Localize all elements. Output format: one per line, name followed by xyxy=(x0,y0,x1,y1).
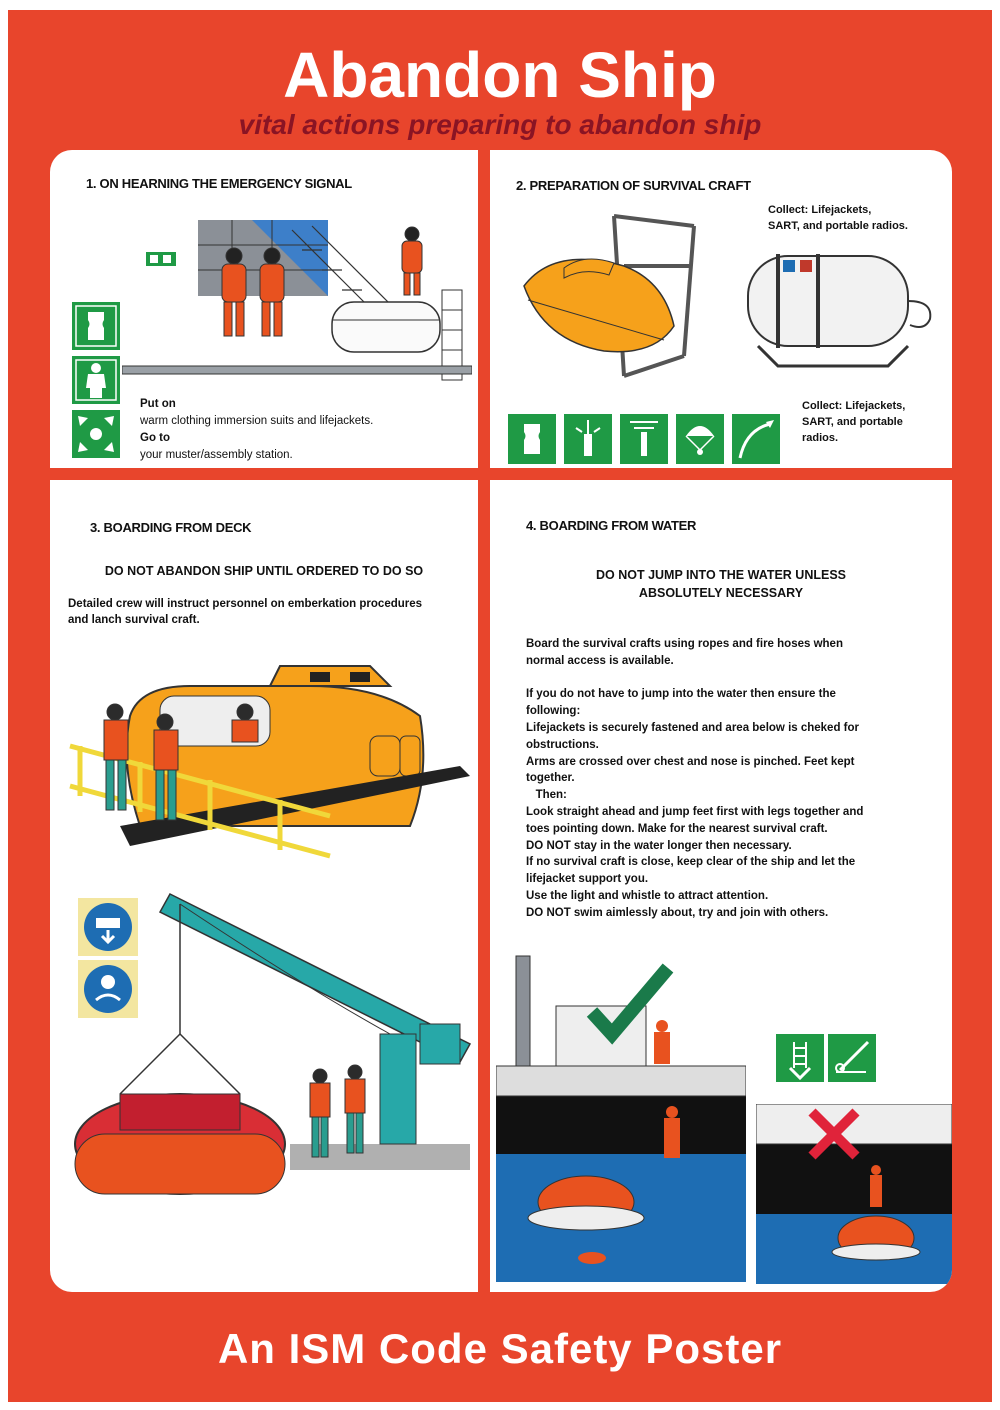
panel1-text: Put on warm clothing immersion suits and lifejackets. Go to your muster/assembly station. xyxy=(140,398,374,461)
panel2-note-top: Collect: Lifejackets, SART, and portable radios. xyxy=(768,204,908,232)
panel1-heading: 1. ON HEARNING THE EMERGENCY SIGNAL xyxy=(86,176,352,191)
lifeboat-boarding-illustration xyxy=(60,656,470,886)
rescue-hook-sign-icon xyxy=(828,1034,876,1082)
liferaft-container-illustration xyxy=(738,246,938,376)
water-boarding-wrong-illustration xyxy=(756,1104,952,1284)
muster-scene-illustration xyxy=(122,220,472,390)
panel2-heading: 2. PREPARATION OF SURVIVAL CRAFT xyxy=(516,178,751,193)
sart-sign-icon xyxy=(620,414,668,464)
panel4-instructions: Board the survival crafts using ropes and fire hoses when normal access is available. If you do not have to jump into the water then ensure the following: Lifejackets is securely fastened and area below is cheked for obstructions. Arms are crossed over chest and nose is pinched. Feet kept together. Then: Look straight ahead and jump feet first with legs together and toes pointing down. Make for the nearest survival craft. DO NOT stay in the water longer then necessary. If no survival craft is close, keep clear of the ship and let the lifejacket support you. Use the light and whistle to attract attention. DO NOT swim aimlessly about, try and join with others. xyxy=(526,638,864,919)
panel3-warning: DO NOT ABANDON SHIP UNTIL ORDERED TO DO SO xyxy=(104,564,424,578)
poster xyxy=(8,10,992,1402)
poster-title: Abandon Ship xyxy=(283,39,717,111)
poster-footer: An ISM Code Safety Poster xyxy=(217,1325,783,1372)
epirb-sign-icon xyxy=(564,414,612,464)
panel3-heading: 3. BOARDING FROM DECK xyxy=(90,520,252,535)
panel-boarding-from-deck xyxy=(50,480,478,1292)
panel3-text: Detailed crew will instruct personnel on emberkation procedures and lanch survival craft. xyxy=(68,598,423,626)
panel-survival-craft-preparation xyxy=(490,150,952,468)
lifejacket-sign-icon xyxy=(508,414,556,464)
panel4-heading: 4. BOARDING FROM WATER xyxy=(526,518,697,533)
poster-subtitle: vital actions preparing to abandon ship xyxy=(238,109,762,140)
panel2-note-bottom: Collect: Lifejackets, SART, and portable radios. xyxy=(802,400,906,444)
lifejacket-sign-icon xyxy=(72,302,120,350)
assembly-station-sign-icon xyxy=(72,410,120,458)
panel-emergency-signal xyxy=(50,150,478,468)
immersion-suit-sign-icon xyxy=(72,356,120,404)
davit-liferaft-illustration xyxy=(70,884,478,1234)
parachute-flare-sign-icon xyxy=(676,414,724,464)
rocket-line-sign-icon xyxy=(732,414,780,464)
panel4-warning: DO NOT JUMP INTO THE WATER UNLESS ABSOLUTELY NECESSARY xyxy=(595,568,847,600)
panel-boarding-from-water xyxy=(490,480,952,1292)
embarkation-ladder-sign-icon xyxy=(776,1034,824,1082)
lifeboat-davit-illustration xyxy=(514,206,714,386)
water-boarding-correct-illustration xyxy=(496,946,746,1286)
